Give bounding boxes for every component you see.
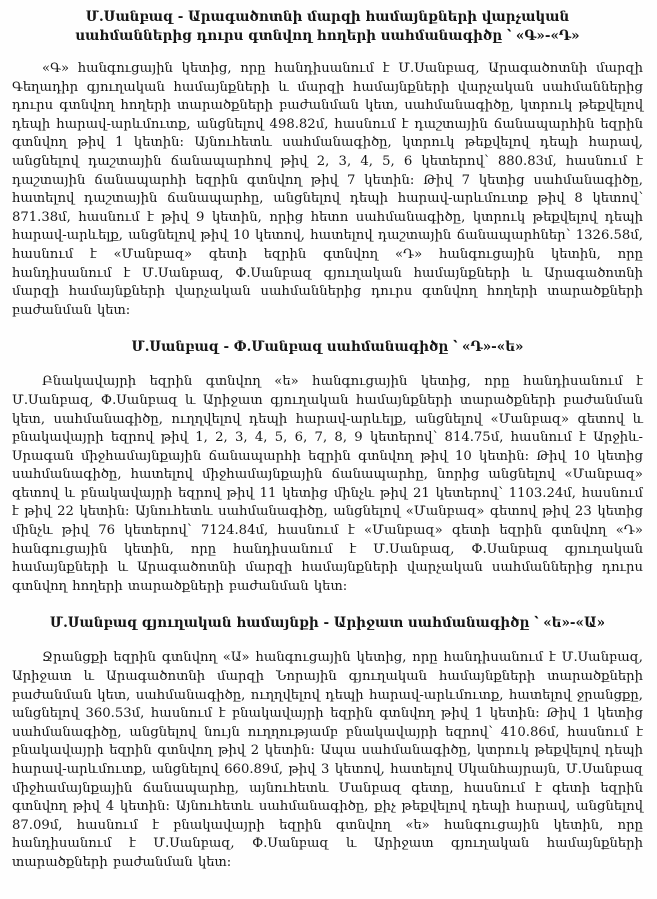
document-title: Մ.Սանբազ - Արագածոտնի մարզի համայնքների վարչական սահմաններից դուրս գտնվող հողերի սահմանագիծը ՝ «Գ»-«Դ»: [75, 9, 580, 44]
section-3-heading: Մ.Սանբազ գյուղական համայնքի - Արիջատ սահմանագիծը ՝ «ե»-«Ա»: [49, 615, 606, 632]
section-2-paragraph: Բնակավայրի եզրին գտնվող «ե» հանգուցային կետից, որը հանդիսանում է Մ.Սանբազ, Փ.Սանբազ և Արիջատ գյուղական համայնքների տարածքների բաժանման կետ, սահմանագիծը, ուղղվելով դեպի հարավ-արևելք, անցնելով «Մանբազ» գետով և բնակավայրի եզրով թիվ 1, 2, 3, 4, 5, 6, 7, 8, 9 կետերով՝ 814.75մ, հասնում է Արջիև-Սրագան միջհամայնքային ճանապարհի եզրին գտնվող թիվ 10 կետին: Թիվ 10 կետից սահմանագիծը, հատելով միջհամայնքային ճանապարհը, նորից անցնելով «Մանբազ» գետով և բնակավայրի եզրով թիվ 11 կետից մինչև թիվ 21 կետերով՝ 1103.24մ, հասնում է թիվ 22 կետին: Այնուհետև սահմանագիծը, անցնելով «Մանբազ» գետով թիվ 23 կետից մինչև թիվ 76 կետերով՝ 7124.84մ, հասնում է «Մանբազ» գետի եզրին գտնվող «Դ» հանգուցային կետին, որը հանդիսանում է Մ.Սանբազ, Փ.Սանբազ գյուղական համայնքների և Արագածոտնի մարզի համայնքների վարչական սահմաններից դուրս գտնվող հողերի տարածքների բաժանման կետ:: [12, 374, 643, 594]
section-2-heading: Մ.Սանբազ - Փ.Մանբազ սահմանագիծը ՝ «Դ»-«ե»: [131, 339, 524, 356]
section-1-paragraph: «Գ» հանգուցային կետից, որը հանդիսանում է Մ.Սանբազ, Արագածոտնի մարզի Գեղադիր գյուղական համայնքների և մարզի համայնքների վարչական սահմաններից դուրս գտնվող հողերի տարածքների բաժանման կետ, սահմանագիծը, կտրուկ թեքվելով դեպի հարավ-արևմուտք, անցնելով 498.82մ, հասնում է դաշտային ճանապարհին եզրին գտնվող թիվ 1 կետին: Այնուհետև սահմանագիծը, կտրուկ թեքվելով դեպի հարավ, անցնելով դաշտային ճանապարհով թիվ 2, 3, 4, 5, 6 կետերով՝ 880.83մ, հասնում է դաշտային ճանապարհի եզրին գտնվող թիվ 7 կետին: Թիվ 7 կետից սահմանագիծը, հատելով դաշտային ճանապարհը, անցնելով դեպի հարավ-արևմուտք թիվ 8 կետով՝ 871.38մ, հասնում է թիվ 9 կետին, որից հետո սահմանագիծը, կտրուկ թեքվելով դեպի հարավ-արևելք, անցնելով թիվ 10 կետով, հատելով դաշտային ճանապարհներ՝ 1326.58մ, հասնում է «Մանբազ» գետի եզրին գտնվող «Դ» հանգուցային կետին, որը հանդիսանում է Մ.Սանբազ, Փ.Սանբազ գյուղական համայնքների և Արագածոտնի մարզի համայնքների վարչական սահմաններից դուրս գտնվող հողերի տարածքների բաժանման կետ:: [12, 61, 643, 318]
section-3-paragraph: Ջրանցքի եզրին գտնվող «Ա» հանգուցային կետից, որը հանդիսանում է Մ.Սանբազ, Արիջատ և Արագածոտնի մարզի Նորային գյուղական համայնքների տարածքների բաժանման կետ, սահմանագիծը, ուղղվելով դեպի հարավ-արևմուտք, հատելով ջրանցքը, անցնելով 360.53մ, հասնում է բնակավայրի եզրին գտնվող թիվ 1 կետին: Թիվ 1 կետից սահմանագիծը, անցնելով նույն ուղղությամբ բնակավայրի եզրով՝ 410.86մ, հասնում է բնակավայրի եզրին գտնվող թիվ 2 կետին: Ապա սահմանագիծը, կտրուկ թեքվելով դեպի հարավ-արևմուտք, անցնելով 660.89մ, թիվ 3 կետով, հատելով Սկանհայրայն, Մ.Սանբազ միջհամայնքային ճանապարհը, այնուհետև Մանբազ գետը, հասնում է գետի եզրին գտնվող թիվ 4 կետին: Այնուհետև սահմանագիծը, քիչ թեքվելով դեպի հարավ, անցնելով 87.09մ, հասնում է բնակավայրի եզրին գտնվող «ե» հանգուցային կետին, որը հանդիսանում է Մ.Սանբազ, Փ.Սանբազ և Արիջատ գյուղական համայնքների տարածքների բաժանման կետ:: [12, 650, 643, 870]
